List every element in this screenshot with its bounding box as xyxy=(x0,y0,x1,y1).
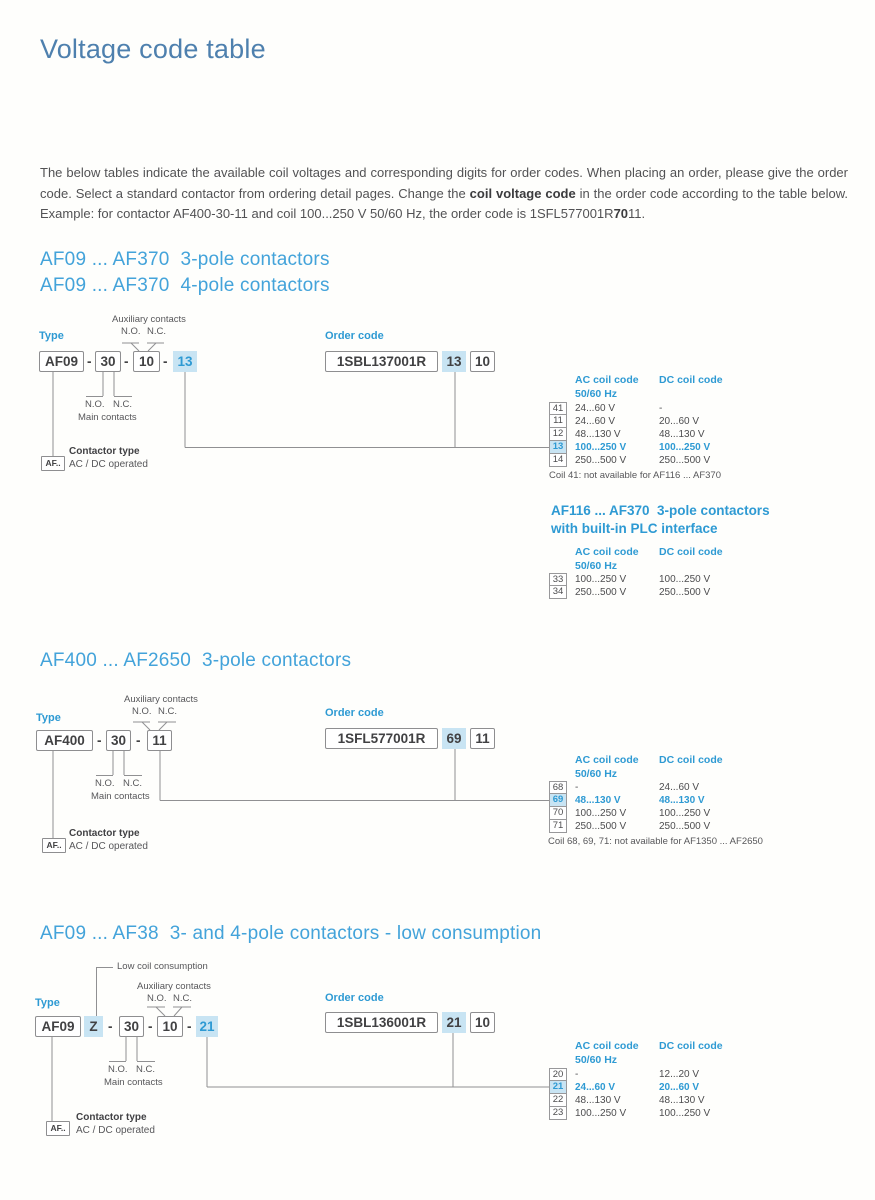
type-box-base: AF09 xyxy=(35,1016,81,1037)
dc-voltage-cell: 100...250 V xyxy=(659,1108,711,1119)
dc-coil-code-header: DC coil code xyxy=(659,546,723,558)
main-contacts-label: Main contacts xyxy=(104,1077,163,1088)
ac-coil-code-header: AC coil code xyxy=(575,546,639,558)
coil-code-cell: 13 xyxy=(549,441,567,454)
order-code-base-box: 1SBL137001R xyxy=(325,351,438,372)
frequency-header: 50/60 Hz xyxy=(575,1054,618,1066)
main-no-label: N.O. xyxy=(95,778,115,789)
dc-voltage-cell: 250...500 V xyxy=(659,587,711,598)
contactor-type-label: Contactor type xyxy=(76,1112,147,1123)
type-box-aux-contacts: 10 xyxy=(157,1016,183,1037)
intro-text: The below tables indicate the available coil voltages and corresponding digits for order codes. When placing an order, please give the order code. Select a standard contactor from ordering detail pages. Change the xyxy=(40,165,848,201)
contactor-type-label: Contactor type xyxy=(69,828,140,839)
intro-paragraph xyxy=(40,163,848,225)
table2-footnote: Coil 68, 69, 71: not available for AF1350 ... AF2650 xyxy=(548,836,763,847)
ac-coil-code-header: AC coil code xyxy=(575,1040,639,1052)
ac-dc-operated-label: AC / DC operated xyxy=(76,1125,155,1136)
aux-nc-label: N.C. xyxy=(158,706,177,717)
section1-header-line1: AF09 ... AF370 3-pole contactors xyxy=(40,249,330,270)
type-box-base: AF09 xyxy=(39,351,84,372)
main-contacts-label: Main contacts xyxy=(91,791,150,802)
coil-row-20 xyxy=(549,1068,859,1081)
coil-row-14 xyxy=(549,454,859,467)
section2-header: AF400 ... AF2650 3-pole contactors xyxy=(40,650,352,671)
order-voltage-code-box: 21 xyxy=(442,1012,466,1033)
coil-code-cell: 41 xyxy=(549,402,567,415)
ac-voltage-cell: 24...60 V xyxy=(575,416,616,427)
dc-voltage-cell: 24...60 V xyxy=(659,782,700,793)
coil-code-cell: 69 xyxy=(549,794,567,807)
table1-footnote: Coil 41: not available for AF116 ... AF370 xyxy=(549,470,721,481)
coil-row-21-highlighted xyxy=(549,1081,859,1094)
order-code-label: Order code xyxy=(325,330,384,342)
coil-row-11 xyxy=(549,415,859,428)
ac-voltage-cell: 250...500 V xyxy=(575,821,627,832)
type-voltage-code-box: 21 xyxy=(196,1016,218,1037)
main-no-label: N.O. xyxy=(85,399,105,410)
ac-voltage-cell: - xyxy=(575,782,579,793)
coil-row-70 xyxy=(549,807,859,820)
coil-code-cell: 14 xyxy=(549,454,567,467)
type-voltage-code-box: 13 xyxy=(173,351,197,372)
main-no-label: N.O. xyxy=(108,1064,128,1075)
plc-subtable-title-line2: with built-in PLC interface xyxy=(551,521,718,536)
coil-code-cell: 21 xyxy=(549,1081,567,1094)
type-box-main-contacts: 30 xyxy=(119,1016,144,1037)
type-dash: - xyxy=(148,1019,153,1034)
dc-voltage-cell: 48...130 V xyxy=(659,429,705,440)
ac-voltage-cell: 100...250 V xyxy=(575,1108,627,1119)
aux-nc-label: N.C. xyxy=(147,326,166,337)
order-code-base-box: 1SFL577001R xyxy=(325,728,438,749)
dc-voltage-cell: 100...250 V xyxy=(659,808,711,819)
aux-contacts-label: Auxiliary contacts xyxy=(112,314,186,325)
dc-coil-code-header: DC coil code xyxy=(659,374,723,386)
contactor-family-box: AF.. xyxy=(46,1121,70,1136)
intro-bold-code-digits: 70 xyxy=(613,206,629,221)
connector-lines-section-3 xyxy=(52,968,549,1122)
dc-coil-code-header: DC coil code xyxy=(659,1040,723,1052)
aux-no-label: N.O. xyxy=(132,706,152,717)
ac-voltage-cell: 48...130 V xyxy=(575,429,621,440)
ac-voltage-cell: 100...250 V xyxy=(575,574,627,585)
coil-code-cell: 68 xyxy=(549,781,567,794)
type-label: Type xyxy=(36,712,61,724)
frequency-header: 50/60 Hz xyxy=(575,768,618,780)
aux-no-label: N.O. xyxy=(147,993,167,1004)
coil-row-69-highlighted xyxy=(549,794,859,807)
aux-no-label: N.O. xyxy=(121,326,141,337)
coil-row-41 xyxy=(549,402,859,415)
dc-voltage-cell: 250...500 V xyxy=(659,821,711,832)
coil-code-cell: 23 xyxy=(549,1107,567,1120)
ac-coil-code-header: AC coil code xyxy=(575,374,639,386)
aux-contacts-label: Auxiliary contacts xyxy=(137,981,211,992)
coil-row-22 xyxy=(549,1094,859,1107)
plc-subtable-title-line1: AF116 ... AF370 3-pole contactors xyxy=(551,503,770,518)
type-dash: - xyxy=(136,733,141,748)
type-dash: - xyxy=(97,733,102,748)
coil-code-cell: 11 xyxy=(549,415,567,428)
main-nc-label: N.C. xyxy=(136,1064,155,1075)
coil-row-23 xyxy=(549,1107,859,1120)
main-nc-label: N.C. xyxy=(123,778,142,789)
low-coil-consumption-label: Low coil consumption xyxy=(117,961,208,972)
coil-code-cell: 70 xyxy=(549,807,567,820)
type-low-consumption-box: Z xyxy=(84,1016,103,1037)
dc-voltage-cell: 20...60 V xyxy=(659,1082,700,1093)
dc-coil-code-header: DC coil code xyxy=(659,754,723,766)
ac-voltage-cell: 100...250 V xyxy=(575,808,627,819)
coil-code-cell: 22 xyxy=(549,1094,567,1107)
dc-voltage-cell: 48...130 V xyxy=(659,1095,705,1106)
order-aux-code-box: 10 xyxy=(470,351,495,372)
aux-nc-label: N.C. xyxy=(173,993,192,1004)
contactor-family-box: AF.. xyxy=(42,838,66,853)
coil-row-71 xyxy=(549,820,859,833)
dc-voltage-cell: 12...20 V xyxy=(659,1069,700,1080)
coil-code-cell: 12 xyxy=(549,428,567,441)
type-label: Type xyxy=(35,997,60,1009)
intro-bold-coil-voltage-code: coil voltage code xyxy=(469,185,576,201)
type-dash: - xyxy=(124,354,129,369)
type-label: Type xyxy=(39,330,64,342)
ac-voltage-cell: 24...60 V xyxy=(575,1082,616,1093)
section3-header: AF09 ... AF38 3- and 4-pole contactors - low consumption xyxy=(40,923,542,944)
coil-code-cell: 20 xyxy=(549,1068,567,1081)
ac-voltage-cell: 250...500 V xyxy=(575,587,627,598)
ac-dc-operated-label: AC / DC operated xyxy=(69,459,148,470)
ac-dc-operated-label: AC / DC operated xyxy=(69,841,148,852)
coil-code-cell: 34 xyxy=(549,586,567,599)
ac-voltage-cell: 48...130 V xyxy=(575,1095,621,1106)
order-voltage-code-box: 69 xyxy=(442,728,466,749)
type-dash: - xyxy=(108,1019,113,1034)
section1-header-line2: AF09 ... AF370 4-pole contactors xyxy=(40,275,330,296)
intro-text: in the order code according to the table below. Example: for contactor AF400-30-11 and coil 100...250 V 50/60 Hz, the order code is 1SFL577001R xyxy=(40,185,848,221)
type-box-main-contacts: 30 xyxy=(106,730,131,751)
coil-row-13-highlighted xyxy=(549,441,859,454)
type-dash: - xyxy=(187,1019,192,1034)
type-dash: - xyxy=(87,354,92,369)
type-box-aux-contacts: 11 xyxy=(147,730,172,751)
intro-text: 11. xyxy=(628,206,646,221)
contactor-type-label: Contactor type xyxy=(69,446,140,457)
coil-row-12 xyxy=(549,428,859,441)
dc-voltage-cell: 100...250 V xyxy=(659,442,711,453)
aux-contacts-label: Auxiliary contacts xyxy=(124,694,198,705)
page-title: Voltage code table xyxy=(40,34,266,64)
ac-voltage-cell: 48...130 V xyxy=(575,795,621,806)
dc-voltage-cell: 100...250 V xyxy=(659,574,711,585)
coil-code-cell: 33 xyxy=(549,573,567,586)
contactor-family-box: AF.. xyxy=(41,456,65,471)
order-aux-code-box: 11 xyxy=(470,728,495,749)
order-code-label: Order code xyxy=(325,707,384,719)
ac-voltage-cell: 250...500 V xyxy=(575,455,627,466)
ac-voltage-cell: 100...250 V xyxy=(575,442,627,453)
coil-row-68 xyxy=(549,781,859,794)
main-nc-label: N.C. xyxy=(113,399,132,410)
ac-voltage-cell: 24...60 V xyxy=(575,403,616,414)
main-contacts-label: Main contacts xyxy=(78,412,137,423)
dc-voltage-cell: - xyxy=(659,403,663,414)
frequency-header: 50/60 Hz xyxy=(575,560,618,572)
order-aux-code-box: 10 xyxy=(470,1012,495,1033)
type-dash: - xyxy=(163,354,168,369)
frequency-header: 50/60 Hz xyxy=(575,388,618,400)
order-code-label: Order code xyxy=(325,992,384,1004)
ac-voltage-cell: - xyxy=(575,1069,579,1080)
order-voltage-code-box: 13 xyxy=(442,351,466,372)
coil-row-33 xyxy=(549,573,859,586)
type-box-base: AF400 xyxy=(36,730,93,751)
order-code-base-box: 1SBL136001R xyxy=(325,1012,438,1033)
ac-coil-code-header: AC coil code xyxy=(575,754,639,766)
type-box-main-contacts: 30 xyxy=(95,351,121,372)
dc-voltage-cell: 48...130 V xyxy=(659,795,705,806)
dc-voltage-cell: 20...60 V xyxy=(659,416,700,427)
coil-row-34 xyxy=(549,586,859,599)
type-box-aux-contacts: 10 xyxy=(133,351,160,372)
dc-voltage-cell: 250...500 V xyxy=(659,455,711,466)
coil-code-cell: 71 xyxy=(549,820,567,833)
